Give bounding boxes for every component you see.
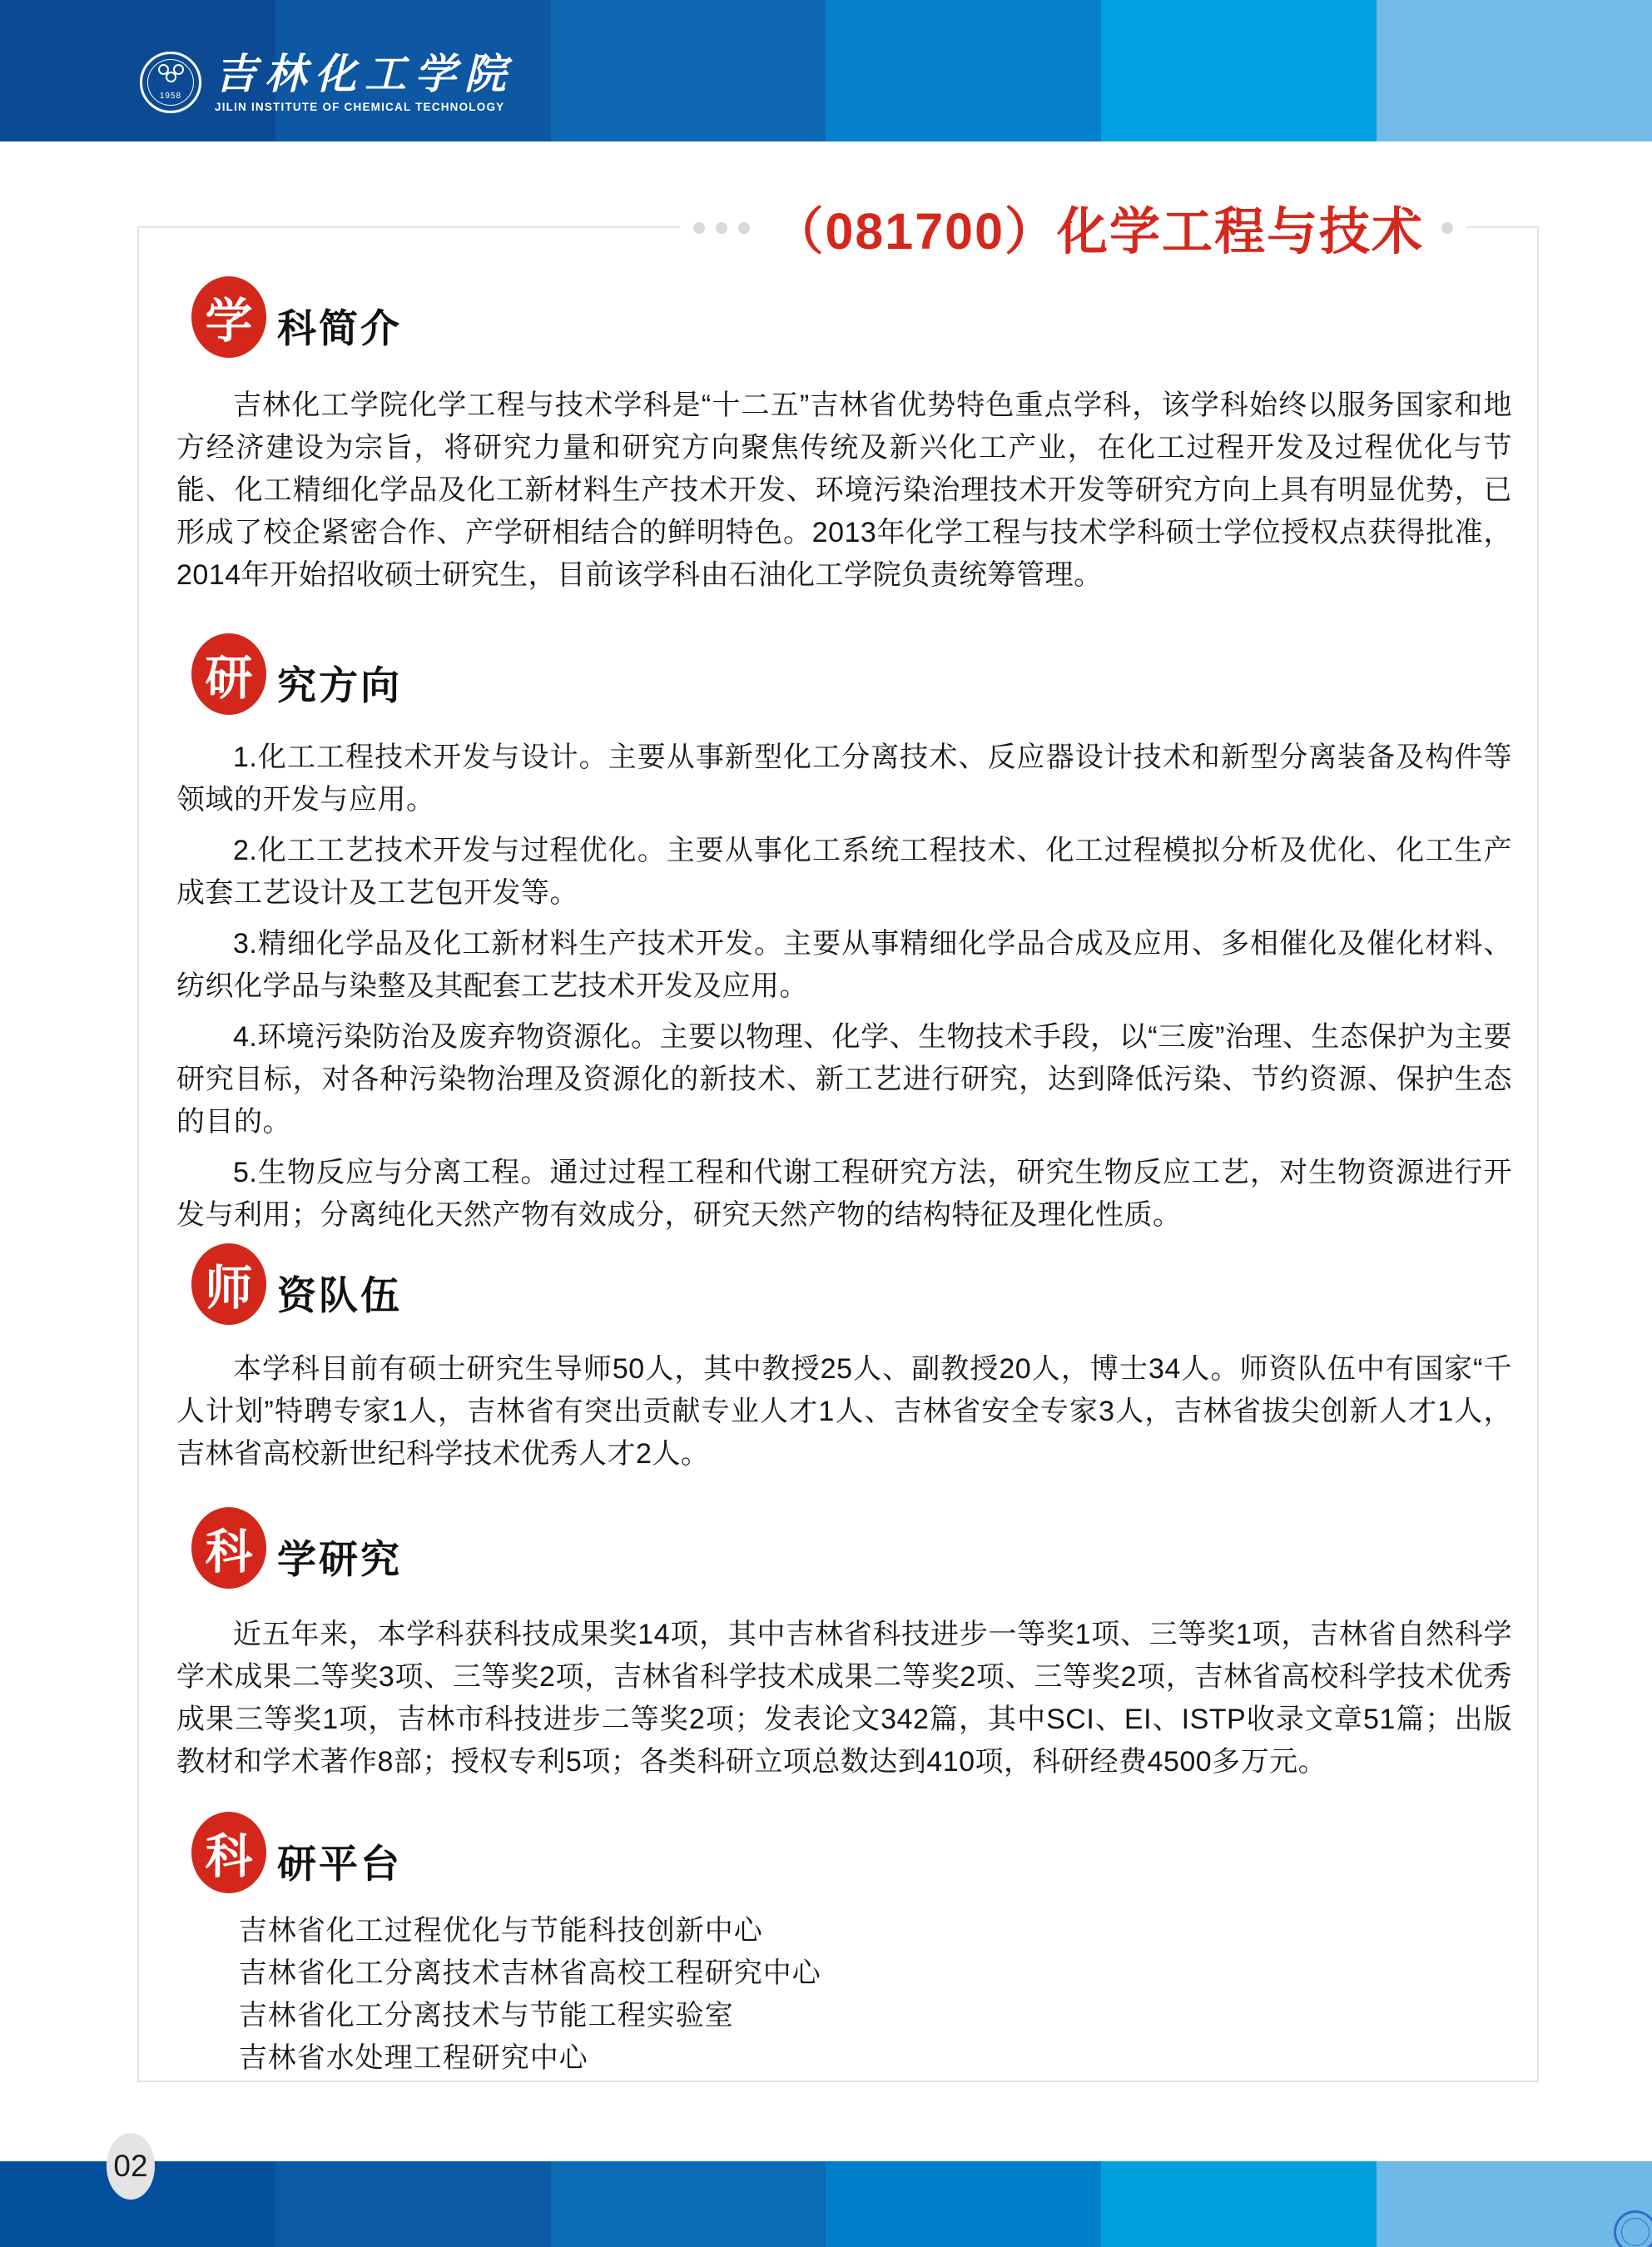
section-label: 研平台 [277, 1842, 402, 1886]
list-item: 吉林省化工过程优化与节能科技创新中心 [238, 1915, 763, 1947]
section-badge: 科 [191, 1507, 266, 1589]
section-header [191, 1507, 1512, 1589]
paragraph: 吉林化工学院化学工程与技术学科是“十二五”吉林省优势特色重点学科，该学科始终以服务国家和地方经济建设为宗旨，将研究力量和研究方向聚焦传统及新兴化工产业，在化工过程开发及过程优化与节能、化工精细化学品及化工新材料生产技术开发、环境污染治理技术开发等研究方向上具有明显优势，已形成了校企紧密合作、产学研相结合的鲜明特色。2013年化学工程与技术学科硕士学位授权点获得批准，2014年开始招收硕士研究生，目前该学科由石油化工学院负责统筹管理。 [176, 389, 1512, 591]
section-label: 资队伍 [277, 1273, 402, 1317]
list-item: 4.环境污染防治及废弃物资源化。主要以物理、化学、生物技术手段，以“三废”治理、生态保护为主要研究目标，对各种污染物治理及资源化的新技术、新工艺进行研究，达到降低污染、节约资源、保护生态的目的。 [176, 1021, 1512, 1138]
list-item: 3.精细化学品及化工新材料生产技术开发。主要从事精细化学品合成及应用、多相催化及催化材料、纺织化学品与染整及其配套工艺技术开发及应用。 [176, 928, 1512, 1002]
list-item: 2.化工工艺技术开发与过程优化。主要从事化工系统工程技术、化工过程模拟分析及优化、化工生产成套工艺设计及工艺包开发等。 [176, 835, 1512, 909]
footer-band-3 [551, 2161, 826, 2247]
title-dot [738, 222, 750, 234]
section-scientific-research [176, 1507, 1512, 1783]
header-band-6 [1377, 0, 1652, 141]
page-number: 02 [107, 2133, 155, 2200]
section-label: 学研究 [277, 1537, 402, 1581]
paragraph: 本学科目前有硕士研究生导师50人，其中教授25人、副教授20人，博士34人。师资队伍中有国家“千人计划”特聘专家1人，吉林省有突出贡献专业人才1人、吉林省安全专家3人，吉林省拔尖创新人才1人，吉林省高校新世纪科学技术优秀人才2人。 [176, 1353, 1512, 1470]
section-badge: 科 [191, 1812, 266, 1893]
university-name-cn: 吉林化工学院 [215, 50, 514, 97]
list-item: 吉林省水处理工程研究中心 [238, 2042, 588, 2074]
seal-emblem-circles [142, 64, 199, 82]
title-dot [693, 222, 705, 234]
section-label: 科简介 [277, 306, 402, 350]
title-dot [1441, 222, 1453, 234]
footer-band-6 [1377, 2161, 1652, 2247]
platform-list [176, 1910, 1512, 2080]
header-band-3 [551, 0, 826, 141]
footer-band-5 [1101, 2161, 1377, 2247]
footer-banner [0, 2161, 1652, 2247]
section-header [191, 1243, 1512, 1325]
section-badge: 学 [191, 276, 266, 358]
list-item: 1.化工工程技术开发与设计。主要从事新型化工分离技术、反应器设计技术和新型分离装备及构件等领域的开发与应用。 [176, 742, 1512, 816]
research-direction-list [176, 737, 1512, 1237]
seal-watermark-icon [1614, 2210, 1652, 2247]
section-badge: 师 [191, 1243, 266, 1325]
section-faculty [176, 1243, 1512, 1476]
logo-text [215, 52, 514, 113]
footer-band-4 [826, 2161, 1101, 2247]
list-item: 吉林省化工分离技术与节能工程实验室 [238, 2000, 734, 2031]
list-item: 吉林省化工分离技术吉林省高校工程研究中心 [238, 1957, 821, 1989]
section-discipline-intro [176, 276, 1512, 597]
section-research-platforms [176, 1812, 1512, 2080]
content-box [137, 203, 1539, 2082]
section-header [191, 276, 1512, 358]
footer-band-2 [275, 2161, 551, 2247]
section-research-directions [176, 633, 1512, 1237]
section-label: 究方向 [277, 663, 402, 707]
page-title: （081700）化学工程与技术 [772, 203, 1424, 260]
header-band-4 [826, 0, 1101, 141]
section-header [191, 1812, 1512, 1893]
title-dot [716, 222, 727, 234]
university-name-en: JILIN INSTITUTE OF CHEMICAL TECHNOLOGY [215, 100, 505, 113]
paragraph: 近五年来，本学科获科技成果奖14项，其中吉林省科技进步一等奖1项、三等奖1项，吉林省自然科学学术成果二等奖3项、三等奖2项，吉林省科学技术成果二等奖2项、三等奖2项，吉林省高校科学技术优秀成果三等奖1项，吉林市科技进步二等奖2项；发表论文342篇，其中SCI、EI、ISTP收录文章51篇；出版教材和学术著作8部；授权专利5项；各类科研立项总数达到410项，科研经费4500多万元。 [176, 1619, 1512, 1778]
university-logo [140, 52, 514, 113]
university-seal-icon [140, 52, 201, 113]
seal-year: 1958 [159, 92, 182, 101]
list-item: 5.生物反应与分离工程。通过过程工程和代谢工程研究方法，研究生物反应工艺，对生物资源进行开发与利用；分离纯化天然产物有效成分，研究天然产物的结构特征及理化性质。 [176, 1157, 1512, 1231]
title-row [680, 191, 1466, 264]
header-band-5 [1101, 0, 1377, 141]
section-badge: 研 [191, 633, 266, 715]
section-header [191, 633, 1512, 715]
